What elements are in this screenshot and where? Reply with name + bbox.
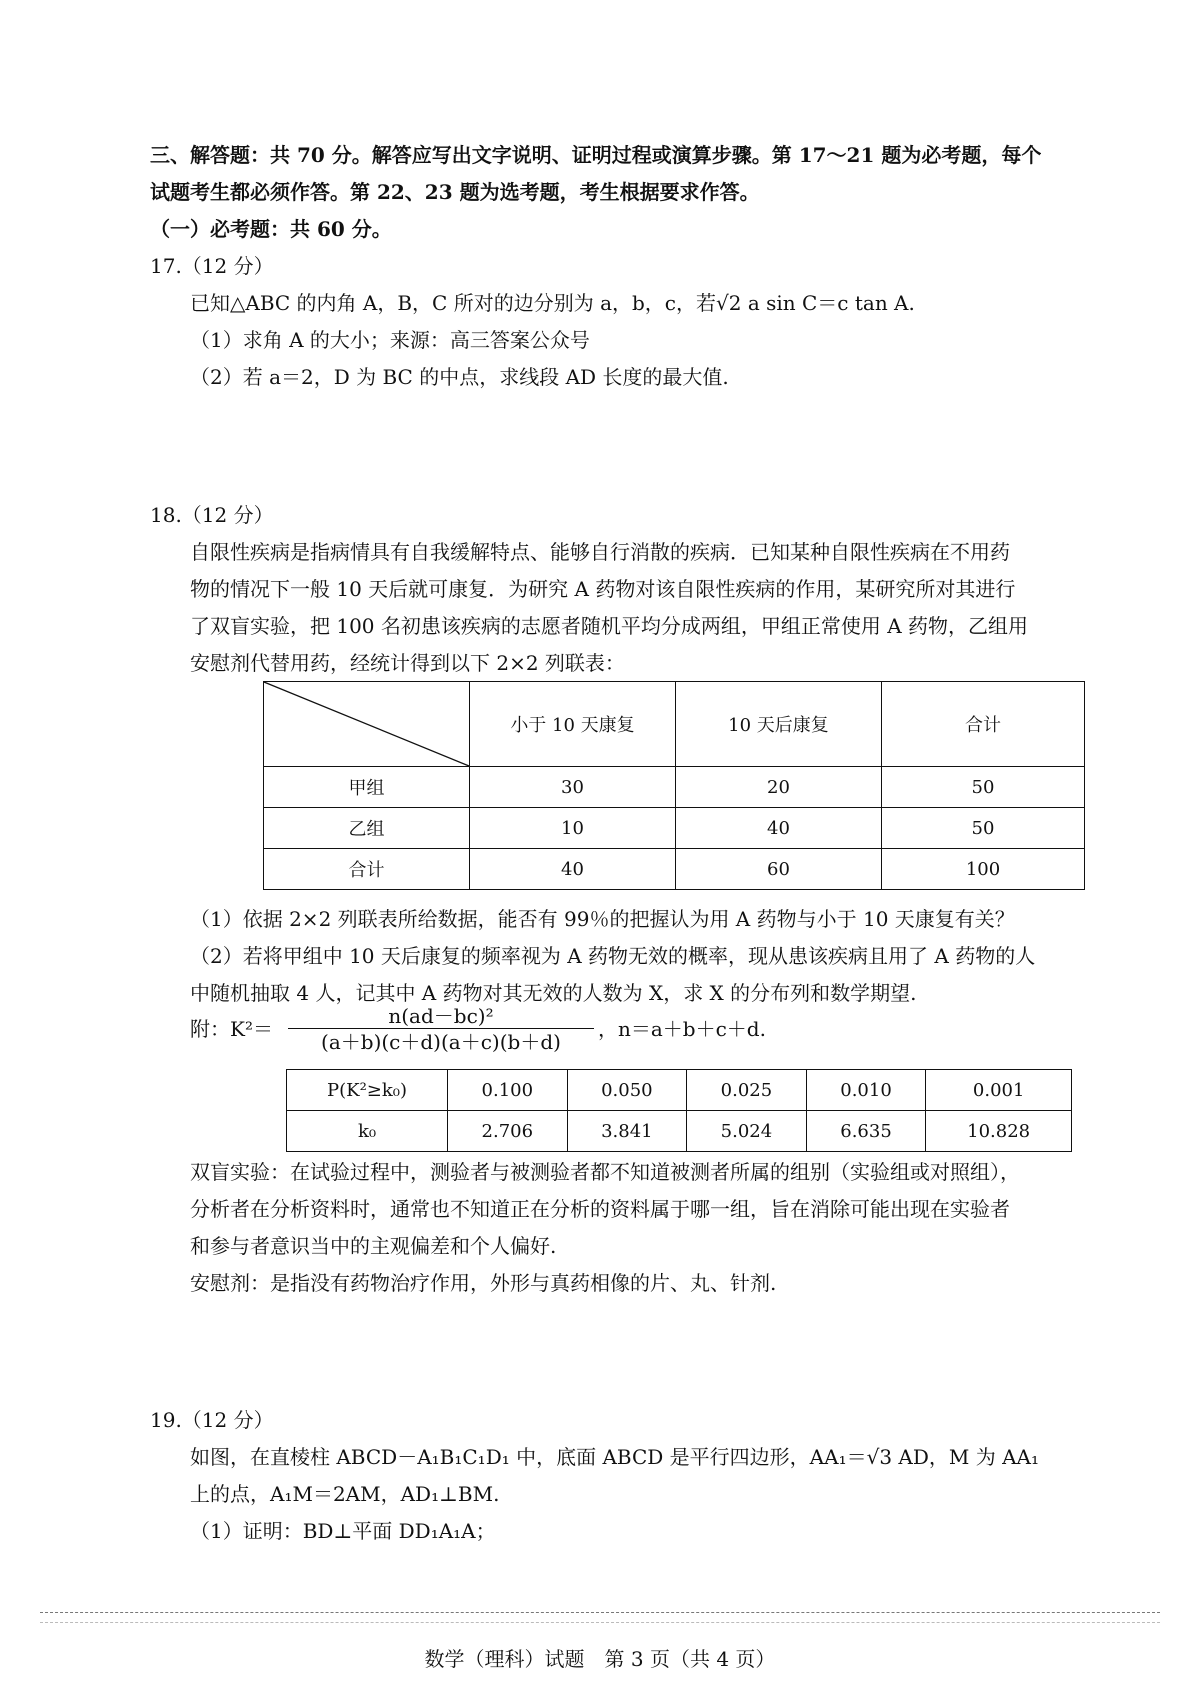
table-cell: 3.841 [567, 1111, 687, 1152]
table-row [264, 808, 1085, 849]
formula-denominator: (a＋b)(c＋d)(a＋c)(b＋d) [321, 1030, 561, 1054]
table-header-cell: 小于 10 天康复 [470, 682, 676, 767]
note-line: 安慰剂：是指没有药物治疗作用，外形与真药相像的片、丸、针剂. [190, 1271, 777, 1295]
table-row [287, 1111, 1072, 1152]
table-cell: 50 [882, 808, 1085, 849]
table-cell: 50 [882, 767, 1085, 808]
table-cell: 0.025 [687, 1070, 807, 1111]
table-cell: 30 [470, 767, 676, 808]
q17-number: 17.（12 分） [150, 254, 274, 278]
section-header-line1: 三、解答题：共 70 分。解答应写出文字说明、证明过程或演算步骤。第 17～21 题为必考题，每个 [150, 143, 1042, 167]
q18-part2-line: 中随机抽取 4 人，记其中 A 药物对其无效的人数为 X，求 X 的分布列和数学期望. [190, 981, 917, 1005]
table-cell: 5.024 [687, 1111, 807, 1152]
table-row [264, 849, 1085, 890]
footer-separator [40, 1622, 1160, 1623]
formula-numerator: n(ad－bc)² [388, 1004, 494, 1028]
formula-prefix: 附：K²＝ [190, 1017, 273, 1041]
table-cell: 乙组 [264, 808, 470, 849]
q19-stem-line: 上的点，A₁M＝2AM，AD₁⊥BM. [190, 1482, 500, 1506]
q19-stem-line: 如图，在直棱柱 ABCD－A₁B₁C₁D₁ 中，底面 ABCD 是平行四边形，AA₁＝√3 AD，M 为 AA₁ [190, 1445, 1039, 1469]
table-cell: 6.635 [806, 1111, 926, 1152]
table-row [264, 767, 1085, 808]
q18-stem-line: 了双盲实验，把 100 名初患该疾病的志愿者随机平均分成两组，甲组正常使用 A 药物，乙组用 [190, 614, 1029, 638]
diagonal-line [264, 682, 469, 766]
q17-part2: （2）若 a＝2，D 为 BC 的中点，求线段 AD 长度的最大值. [190, 365, 729, 389]
table-cell: 0.010 [806, 1070, 926, 1111]
table-cell: 40 [470, 849, 676, 890]
page-footer: 数学（理科）试题 第 3 页（共 4 页） [424, 1647, 776, 1671]
critical-value-table [286, 1069, 1072, 1152]
table-header-cell: 10 天后康复 [676, 682, 882, 767]
q18-stem-line: 自限性疾病是指病情具有自我缓解特点、能够自行消散的疾病．已知某种自限性疾病在不用药 [190, 540, 1010, 564]
table-cell: 20 [676, 767, 882, 808]
diagonal-header-cell [264, 682, 470, 767]
q18-stem-line: 物的情况下一般 10 天后就可康复．为研究 A 药物对该自限性疾病的作用，某研究所对其进行 [190, 577, 1016, 601]
table-cell: 0.050 [567, 1070, 687, 1111]
table-cell: P(K²≥k₀) [287, 1070, 448, 1111]
table-cell: 0.100 [448, 1070, 568, 1111]
section-header-line2: 试题考生都必须作答。第 22、23 题为选考题，考生根据要求作答。 [150, 180, 760, 204]
table-cell: 2.706 [448, 1111, 568, 1152]
note-line: 双盲实验：在试验过程中，测验者与被测验者都不知道被测者所属的组别（实验组或对照组）， [190, 1160, 1020, 1184]
table-cell: 10.828 [926, 1111, 1072, 1152]
note-line: 和参与者意识当中的主观偏差和个人偏好. [190, 1234, 557, 1258]
note-line: 分析者在分析资料时，通常也不知道正在分析的资料属于哪一组，旨在消除可能出现在实验者 [190, 1197, 1010, 1221]
table-cell: 60 [676, 849, 882, 890]
table-header-cell: 合计 [882, 682, 1085, 767]
q17-stem: 已知△ABC 的内角 A，B，C 所对的边分别为 a，b，c，若√2 a sin C＝c tan A. [190, 291, 915, 315]
q18-stem-line: 安慰剂代替用药，经统计得到以下 2×2 列联表： [190, 651, 625, 675]
table-row [287, 1070, 1072, 1111]
q18-number: 18.（12 分） [150, 503, 274, 527]
table-cell: 合计 [264, 849, 470, 890]
table-cell: 0.001 [926, 1070, 1072, 1111]
formula-fraction [288, 1004, 594, 1055]
q18-part2-line: （2）若将甲组中 10 天后康复的频率视为 A 药物无效的概率，现从患该疾病且用了 A 药物的人 [190, 944, 1036, 968]
contingency-table [263, 681, 1085, 890]
table-cell: 40 [676, 808, 882, 849]
table-cell: 10 [470, 808, 676, 849]
q18-part1: （1）依据 2×2 列联表所给数据，能否有 99％的把握认为用 A 药物与小于 10 天康复有关？ [190, 907, 1015, 931]
q19-part1: （1）证明：BD⊥平面 DD₁A₁A； [190, 1519, 496, 1543]
section-subheader: （一）必考题：共 60 分。 [150, 217, 392, 241]
q17-part1: （1）求角 A 的大小；来源：高三答案公众号 [190, 328, 590, 352]
table-cell: 甲组 [264, 767, 470, 808]
table-row [264, 682, 1085, 767]
q19-number: 19.（12 分） [150, 1408, 274, 1432]
formula-suffix: ，n＝a＋b＋c＋d. [598, 1017, 766, 1041]
table-cell: 100 [882, 849, 1085, 890]
footer-separator [40, 1612, 1160, 1613]
table-cell: k₀ [287, 1111, 448, 1152]
